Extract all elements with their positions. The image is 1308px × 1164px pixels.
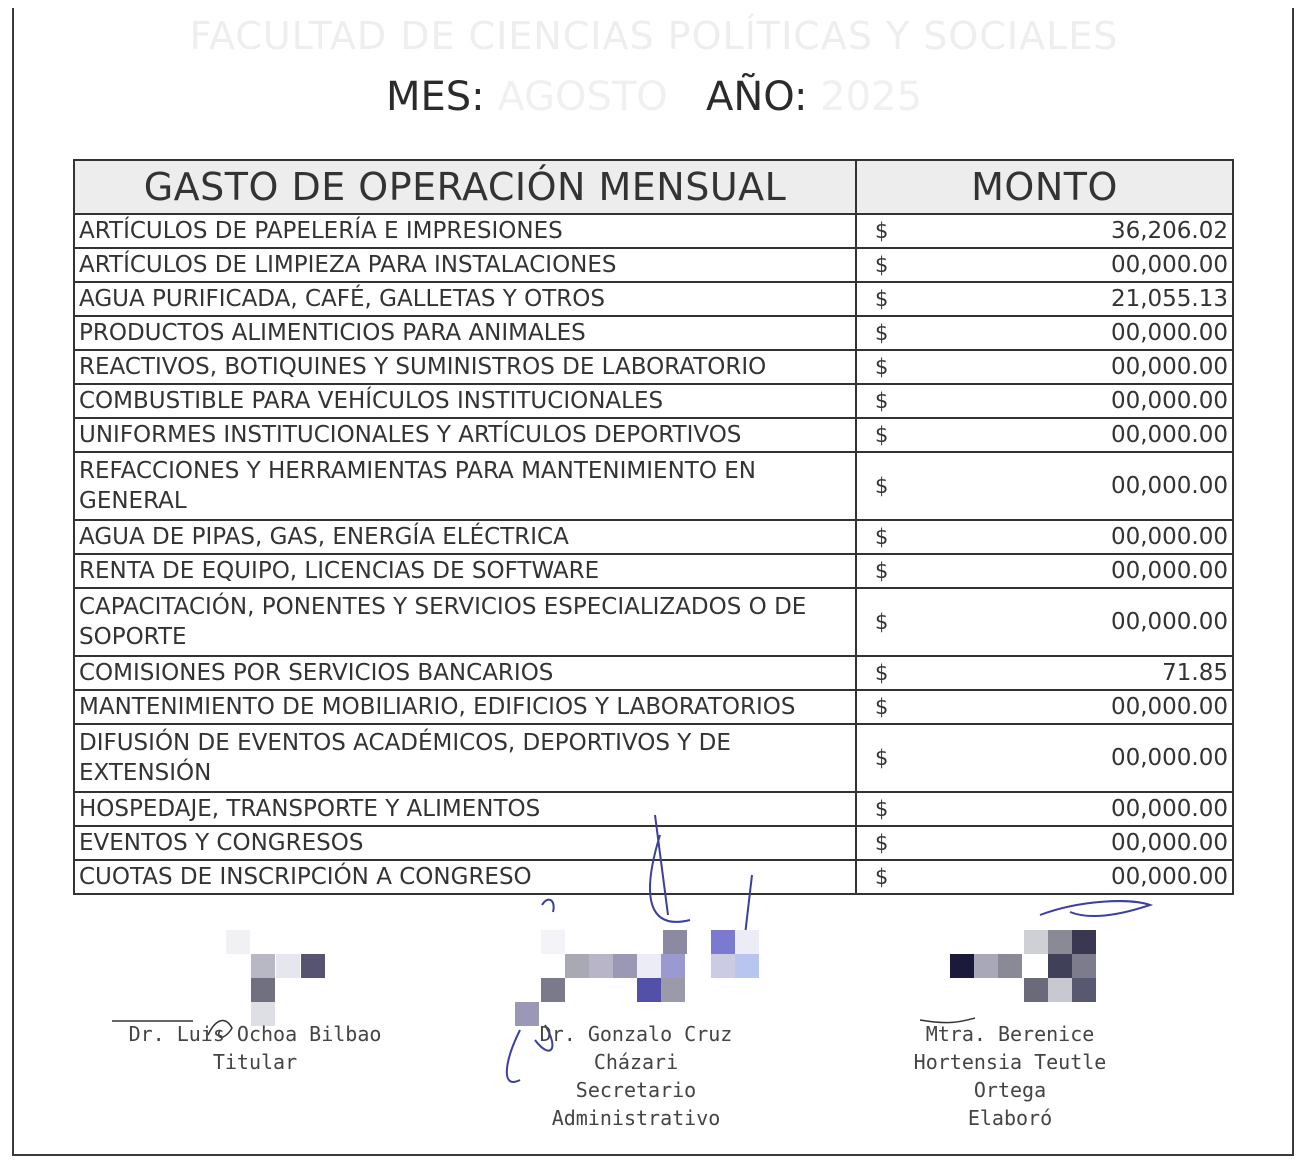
expense-concept: ARTÍCULOS DE PAPELERÍA E IMPRESIONES [74, 214, 856, 248]
expense-amount: 00,000.00 [1110, 354, 1228, 380]
expense-amount: 00,000.00 [1110, 388, 1228, 414]
expense-concept: CAPACITACIÓN, PONENTES Y SERVICIOS ESPECIALIZADOS O DE SOPORTE [74, 588, 856, 656]
signer-name-line-2: Cházari [593, 1050, 679, 1074]
signer-name-line-3: Ortega [973, 1078, 1047, 1102]
expense-amount: 00,000.00 [1110, 796, 1228, 822]
currency-symbol: $ [875, 287, 889, 311]
currency-symbol: $ [875, 389, 889, 413]
expense-concept: EVENTOS Y CONGRESOS [74, 826, 856, 860]
signature-block-titular [95, 1020, 415, 1076]
expense-concept: COMISIONES POR SERVICIOS BANCARIOS [74, 656, 856, 690]
expense-amount: 00,000.00 [1110, 830, 1228, 856]
expense-amount: 00,000.00 [1110, 473, 1228, 499]
expense-amount: 71.85 [1162, 660, 1228, 686]
expense-concept: COMBUSTIBLE PARA VEHÍCULOS INSTITUCIONALES [74, 384, 856, 418]
signer-name-line-2: Hortensia Teutle [913, 1050, 1107, 1074]
year-value: 2025 [820, 74, 923, 120]
expense-concept: UNIFORMES INSTITUCIONALES Y ARTÍCULOS DEPORTIVOS [74, 418, 856, 452]
expense-concept: RENTA DE EQUIPO, LICENCIAS DE SOFTWARE [74, 554, 856, 588]
expense-amount: 36,206.02 [1110, 218, 1228, 244]
currency-symbol: $ [875, 423, 889, 447]
currency-symbol: $ [875, 746, 889, 770]
signer-name: Dr. Luis Ochoa Bilbao [128, 1022, 382, 1046]
faculty-title: FACULTAD DE CIENCIAS POLÍTICAS Y SOCIALES [189, 14, 1119, 58]
signer-role-line-2: Administrativo [551, 1106, 721, 1130]
expense-concept: REFACCIONES Y HERRAMIENTAS PARA MANTENIMIENTO EN GENERAL [74, 452, 856, 520]
month-label: MES: [385, 74, 485, 120]
expense-concept: REACTIVOS, BOTIQUINES Y SUMINISTROS DE LABORATORIO [74, 350, 856, 384]
currency-symbol: $ [875, 253, 889, 277]
currency-symbol: $ [875, 219, 889, 243]
currency-symbol: $ [875, 474, 889, 498]
expense-amount: 00,000.00 [1110, 320, 1228, 346]
expense-concept: HOSPEDAJE, TRANSPORTE Y ALIMENTOS [74, 792, 856, 826]
expense-amount: 00,000.00 [1110, 745, 1228, 771]
currency-symbol: $ [875, 661, 889, 685]
expense-concept: MANTENIMIENTO DE MOBILIARIO, EDIFICIOS Y LABORATORIOS [74, 690, 856, 724]
expense-concept: DIFUSIÓN DE EVENTOS ACADÉMICOS, DEPORTIVOS Y DE EXTENSIÓN [74, 724, 856, 792]
currency-symbol: $ [875, 831, 889, 855]
signer-role: Elaboró [967, 1106, 1053, 1130]
expense-amount: 00,000.00 [1110, 864, 1228, 890]
currency-symbol: $ [875, 695, 889, 719]
expense-concept: AGUA DE PIPAS, GAS, ENERGÍA ELÉCTRICA [74, 520, 856, 554]
expense-amount: 00,000.00 [1110, 694, 1228, 720]
currency-symbol: $ [875, 355, 889, 379]
expense-concept: CUOTAS DE INSCRIPCIÓN A CONGRESO [74, 860, 856, 894]
month-value: AGOSTO [497, 74, 668, 120]
concept-column-header: GASTO DE OPERACIÓN MENSUAL [74, 160, 856, 214]
signer-role: Titular [212, 1050, 298, 1074]
expense-concept: PRODUCTOS ALIMENTICIOS PARA ANIMALES [74, 316, 856, 350]
currency-symbol: $ [875, 865, 889, 889]
expense-amount: 00,000.00 [1110, 252, 1228, 278]
amount-column-header: MONTO [856, 160, 1233, 214]
currency-symbol: $ [875, 797, 889, 821]
signature-block-secretario [500, 1020, 772, 1132]
currency-symbol: $ [875, 559, 889, 583]
signer-name-line-1: Dr. Gonzalo Cruz [539, 1022, 733, 1046]
signer-name-line-1: Mtra. Berenice [925, 1022, 1095, 1046]
signature-block-elaboro [870, 1020, 1150, 1132]
expense-amount: 00,000.00 [1110, 609, 1228, 635]
currency-symbol: $ [875, 525, 889, 549]
expense-amount: 00,000.00 [1110, 422, 1228, 448]
currency-symbol: $ [875, 610, 889, 634]
expense-concept: ARTÍCULOS DE LIMPIEZA PARA INSTALACIONES [74, 248, 856, 282]
currency-symbol: $ [875, 321, 889, 345]
expense-amount: 21,055.13 [1110, 286, 1228, 312]
expense-concept: AGUA PURIFICADA, CAFÉ, GALLETAS Y OTROS [74, 282, 856, 316]
expense-amount: 00,000.00 [1110, 524, 1228, 550]
expense-amount: 00,000.00 [1110, 558, 1228, 584]
year-label: AÑO: [705, 74, 808, 120]
signer-role-line-1: Secretario [575, 1078, 697, 1102]
